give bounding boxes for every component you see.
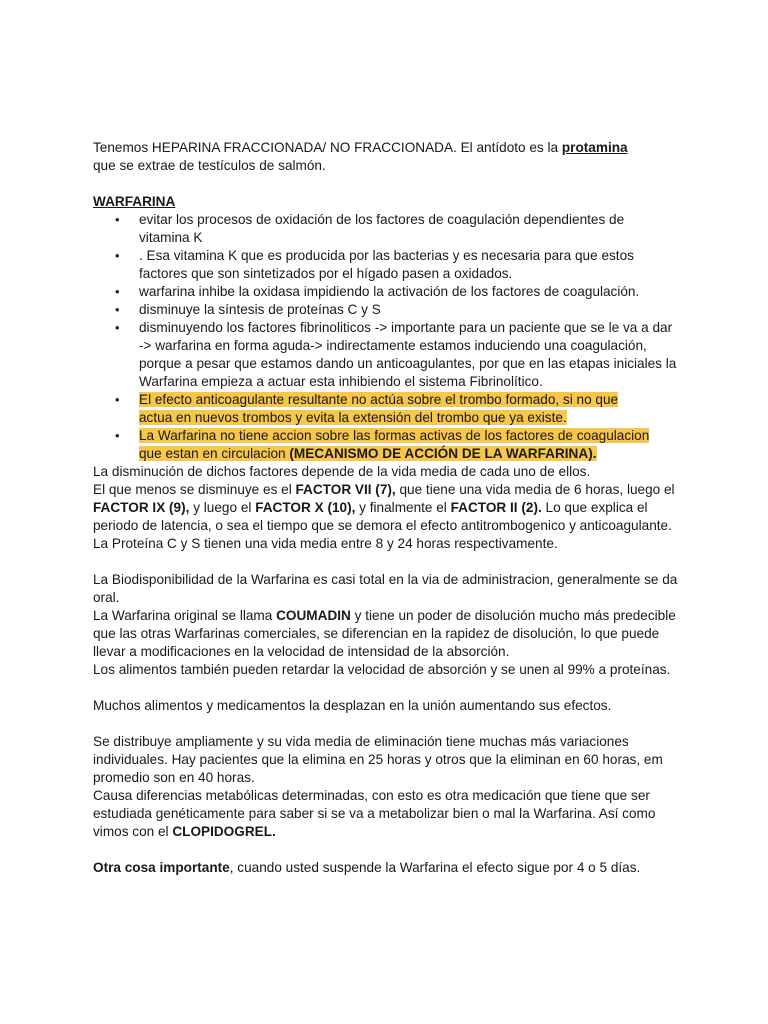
section-heading-warfarina: WARFARINA — [93, 194, 176, 209]
paragraph-alimentos: Los alimentos también pueden retardar la velocidad de absorción y se unen al 99% a proteínas. — [93, 662, 671, 677]
paragraph-heparina: Tenemos HEPARINA FRACCIONADA/ NO FRACCIONADA. El antídoto es la protamina que se extrae de testículos de salmón. — [93, 140, 628, 173]
paragraph-coumadin: La Warfarina original se llama COUMADIN y tiene un poder de disolución mucho más predecible que las otras Warfarinas comerciales, se diferencian en la rapidez de disolución, lo que puede llevar a modificaciones en la velocidad de intensidad de la absorción. — [93, 608, 676, 659]
paragraph-biodisponibilidad: La Biodisponibilidad de la Warfarina es casi total en la via de administracion, generalmente se da oral. — [93, 572, 678, 605]
paragraph-desplazan: Muchos alimentos y medicamentos la desplazan en la unión aumentando sus efectos. — [93, 698, 612, 713]
paragraph-distribucion: Se distribuye ampliamente y su vida media de eliminación tiene muchas más variaciones individuales. Hay pacientes que la elimina en 25 horas y otros que la eliminan en 60 horas, em promedio son en 40 horas. — [93, 734, 663, 785]
list-item: • warfarina inhibe la oxidasa impidiendo la activación de los factores de coagulación. — [93, 283, 678, 301]
paragraph-proteina-cs: La Proteína C y S tienen una vida media entre 8 y 24 horas respectivamente. — [93, 536, 558, 551]
document-body — [93, 139, 678, 877]
paragraph-factores: El que menos se disminuye es el FACTOR VII (7), que tiene una vida media de 6 horas, luego el FACTOR IX (9), y luego el FACTOR X (10), y finalmente el FACTOR II (2). Lo que explica el periodo de latencia, o sea el tiempo que se demora el efecto antitrombogenico y anticoagulante. — [93, 482, 675, 533]
warfarina-bullet-list — [93, 211, 678, 463]
paragraph-disminucion: La disminución de dichos factores depende de la vida media de cada uno de ellos. — [93, 464, 591, 479]
list-item: • disminuye la síntesis de proteínas C y S — [93, 301, 678, 319]
paragraph-metabolicas: Causa diferencias metabólicas determinadas, con esto es otra medicación que tiene que ser estudiada genéticamente para saber si se va a metabolizar bien o mal la Warfarina. Así como vimos con el CLOPIDOGREL. — [93, 788, 656, 839]
list-item: • disminuyendo los factores fibrinoliticos -> importante para un paciente que se le va a dar -> warfarina en forma aguda-> indirectamente estamos induciendo una coagulación, porque a pesar que estamos dando un anticoagulantes, por que en las etapas iniciales la Warfarina empieza a actuar esta inhibiendo el sistema Fibrinolítico. — [93, 319, 678, 391]
list-item-highlighted: • El efecto anticoagulante resultante no actúa sobre el trombo formado, si no que actua en nuevos trombos y evita la extensión del trombo que ya existe. — [93, 391, 678, 427]
paragraph-otra-cosa: Otra cosa importante, cuando usted suspende la Warfarina el efecto sigue por 4 o 5 días. — [93, 860, 641, 875]
list-item: • . Esa vitamina K que es producida por las bacterias y es necesaria para que estos factores que son sintetizados por el hígado pasen a oxidados. — [93, 247, 678, 283]
protamina-term: protamina — [561, 140, 628, 155]
list-item: • evitar los procesos de oxidación de los factores de coagulación dependientes de vitamina K — [93, 211, 678, 247]
list-item-highlighted: • La Warfarina no tiene accion sobre las formas activas de los factores de coagulacion que estan en circulacion (MECANISMO DE ACCIÓN DE LA WARFARINA). — [93, 427, 678, 463]
